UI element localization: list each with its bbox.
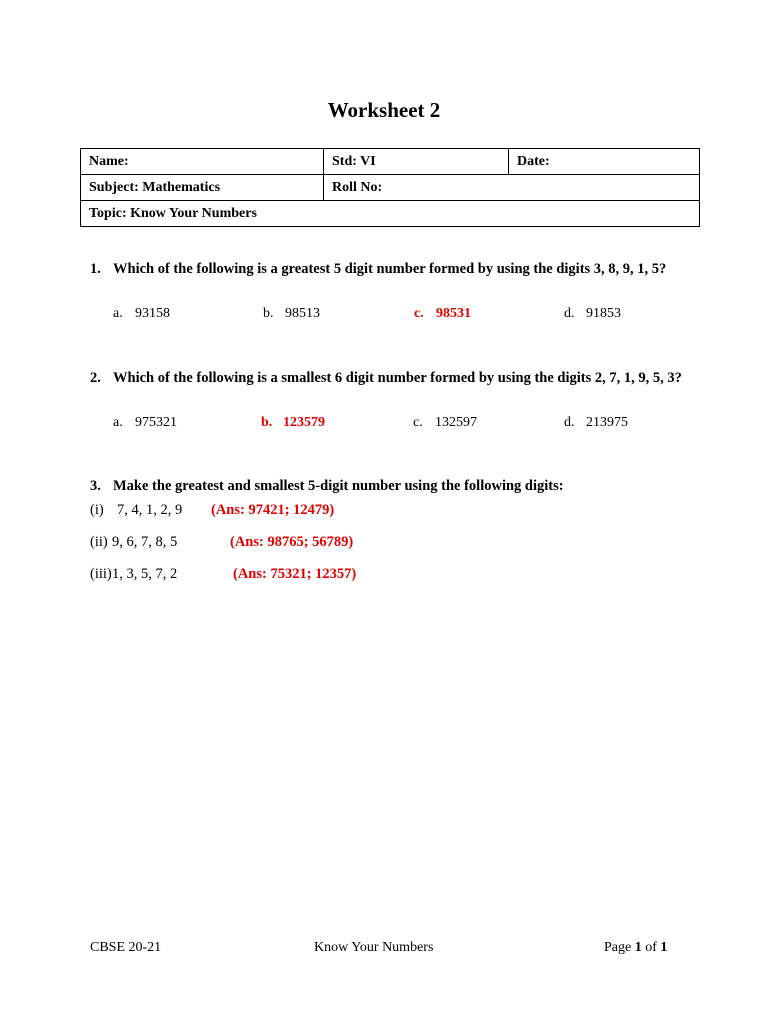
option-value: 975321	[135, 415, 177, 430]
footer-left: CBSE 20-21	[90, 940, 162, 955]
option-letter: a.	[113, 306, 123, 321]
part-iii	[90, 566, 178, 583]
question-2	[90, 369, 690, 388]
part-label: (iii)	[90, 566, 112, 582]
option-c-correct	[414, 306, 471, 322]
question-number: 2.	[90, 370, 101, 386]
part-ii	[90, 534, 178, 551]
page-prefix: Page	[604, 940, 635, 955]
option-a	[113, 415, 177, 431]
question-text: Make the greatest and smallest 5-digit number using the following digits:	[113, 478, 564, 494]
option-b-correct	[261, 415, 325, 431]
option-d	[564, 415, 628, 431]
footer-page-number	[604, 940, 667, 956]
std-cell: Std: VI	[324, 149, 509, 175]
topic-cell: Topic: Know Your Numbers	[81, 201, 700, 227]
worksheet-title: Worksheet 2	[327, 98, 441, 122]
option-letter: d.	[564, 306, 575, 321]
option-letter: c.	[413, 415, 423, 430]
part-i-answer: (Ans: 97421; 12479)	[211, 502, 335, 518]
question-text: Which of the following is a smallest 6 digit number formed by using the digits 2, 7, 1, 9, 5, 3?	[113, 370, 682, 386]
question-text: Which of the following is a greatest 5 digit number formed by using the digits 3, 8, 9, 1, 5?	[113, 261, 667, 277]
option-value: 98531	[436, 306, 471, 321]
part-iii-answer: (Ans: 75321; 12357)	[233, 566, 357, 582]
question-number: 1.	[90, 261, 101, 277]
page-of: of	[641, 940, 661, 955]
option-letter: d.	[564, 415, 575, 430]
option-value: 123579	[283, 415, 325, 430]
option-value: 91853	[586, 306, 621, 321]
option-letter: a.	[113, 415, 123, 430]
part-ii-answer: (Ans: 98765; 56789)	[230, 534, 354, 550]
option-value: 213975	[586, 415, 628, 430]
date-cell: Date:	[509, 149, 700, 175]
page-current: 1	[634, 940, 642, 955]
student-info-table	[80, 148, 700, 227]
option-value: 93158	[135, 306, 170, 321]
question-1-options	[113, 306, 713, 326]
footer-center: Know Your Numbers	[314, 940, 434, 955]
name-cell: Name:	[81, 149, 324, 175]
option-letter: c.	[414, 306, 424, 321]
option-d	[564, 306, 621, 322]
option-b	[263, 306, 320, 322]
option-letter: b.	[261, 415, 273, 430]
option-a	[113, 306, 170, 322]
part-digits: 9, 6, 7, 8, 5	[112, 534, 178, 550]
part-label: (ii)	[90, 534, 108, 550]
subject-cell: Subject: Mathematics	[81, 175, 324, 201]
question-1	[90, 260, 690, 279]
option-value: 98513	[285, 306, 320, 321]
part-label: (i)	[90, 502, 104, 518]
page-total: 1	[660, 940, 668, 955]
question-number: 3.	[90, 478, 101, 494]
question-2-options	[113, 415, 713, 435]
question-3	[90, 477, 690, 496]
part-i	[90, 502, 183, 519]
option-c	[413, 415, 477, 431]
part-digits: 1, 3, 5, 7, 2	[112, 566, 178, 582]
option-letter: b.	[263, 306, 274, 321]
roll-no-cell: Roll No:	[324, 175, 700, 201]
option-value: 132597	[435, 415, 477, 430]
part-digits: 7, 4, 1, 2, 9	[117, 502, 183, 518]
